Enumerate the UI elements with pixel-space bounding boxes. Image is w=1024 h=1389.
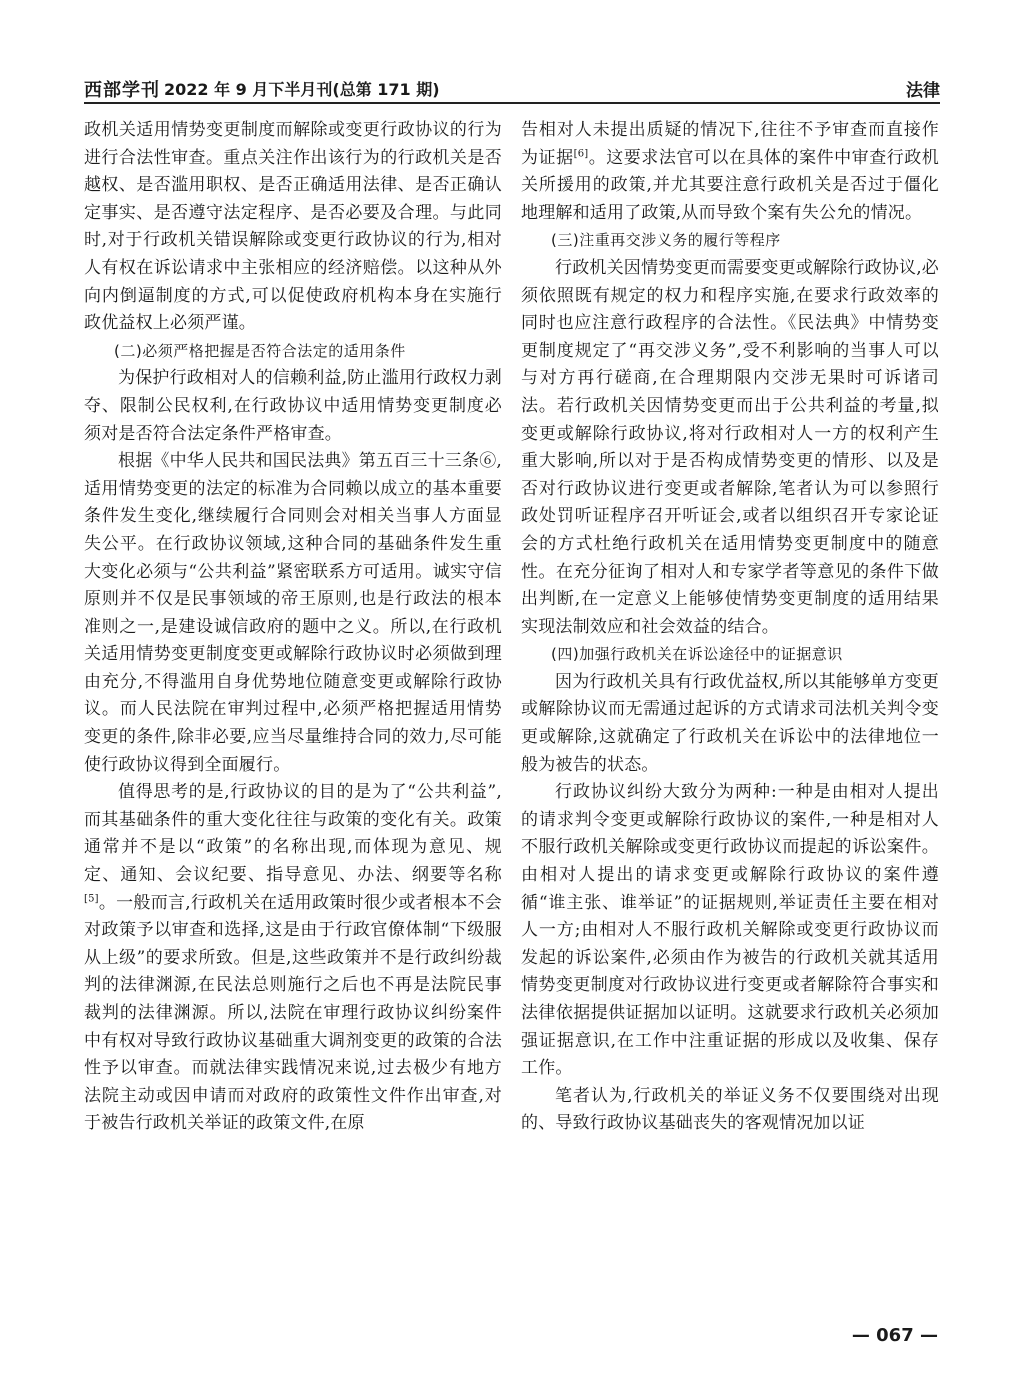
page-number: — 067 — [851,1325,938,1346]
paragraph: 政机关适用情势变更制度而解除或变更行政协议的行为进行合法性审查。重点关注作出该行为的行政机关是否越权、是否滥用职权、是否正确适用法律、是否正确认定事实、是否遵守法定程序、是否必要及合理。与此同时,对于行政机关错误解除或变更行政协议的行为,相对人有权在诉讼请求中主张相应的经济赔偿。以这种从外向内倒逼制度的方式,可以促使政府机构本身在实施行政优益权上必须严谨。 [84,120,502,334]
section-label: 法律 [906,81,940,101]
paragraph: 行政机关因情势变更而需要变更或解除行政协议,必须依照既有规定的权力和程序实施,在要求行政效率的同时也应注意行政程序的合法性。《民法典》中情势变更制度规定了“再交涉义务”,受不利影响的当事人可以与对方再行磋商,在合理期限内交涉无果时可诉诸司法。若行政机关因情势变更而出于公共利益的考量,拟变更或解除行政协议,将对行政相对人一方的权利产生重大影响,所以对于是否构成情势变更的情形、以及是否对行政协议进行变更或者解除,笔者认为可以参照行政处罚听证程序召开听证会,或者以组织召开专家论证会的方式杜绝行政机关在适用情势变更制度中的随意性。在充分征询了相对人和专家学者等意见的条件下做出判断,在一定意义上能够使情势变更制度的适用结果实现法制效应和社会效益的结合。 [521,257,940,637]
paragraph [84,779,502,1138]
citation-marker: [5] [84,892,99,904]
paragraph: 为保护行政相对人的信赖利益,防止滥用行政权力剥夺、限制公民权利,在行政协议中适用情势变更制度必须对是否符合法定条件严格审查。 [84,368,503,444]
right-column [521,117,939,1138]
paragraph-text: 告相对人未提出质疑的情况下,往往不予审查而直接作为证据 [521,120,939,168]
section-heading: (二)必须严格把握是否符合法定的适用条件 [114,341,406,360]
paragraph: 笔者认为,行政机关的举证义务不仅要围绕对出现的、导致行政协议基础丧失的客观情况加以证 [521,1085,939,1134]
journal-logo: 西部学刊 [84,80,160,101]
left-column [84,117,502,1138]
citation-marker: [6] [573,147,589,159]
paragraph: 行政协议纠纷大致分为两种:一种是由相对人提出的请求判令变更或解除行政协议的案件,一种是相对人不服行政机关解除或变更行政协议而提起的诉讼案件。由相对人提出的请求变更或解除行政协议的案件遵循“谁主张、谁举证”的证据规则,举证责任主要在相对人一方;由相对人不服行政机关解除或变更行政协议而发起的诉讼案件,必须由作为被告的行政机关就其适用情势变更制度对行政协议进行变更或者解除符合事实和法律依据提供证据加以证明。这就要求行政机关必须加强证据意识,在工作中注重证据的形成以及收集、保存工作。 [521,782,939,1079]
paragraph-text: 值得思考的是,行政协议的目的是为了“公共利益”,而其基础条件的重大变化往往与政策的变化有关。政策通常并不是以“政策”的名称出现,而体现为意见、规定、通知、会议纪要、指导意见、办法、纲要等名称 [84,782,502,886]
paragraph: 根据《中华人民共和国民法典》第五百三十三条⑥,适用情势变更的法定的标准为合同赖以成立的基本重要条件发生变化,继续履行合同则会对相关当事人方面显失公平。在行政协议领域,这种合同的基础条件发生重大变化必须与“公共利益”紧密联系方可适用。诚实守信原则并不仅是民事领域的帝王原则,也是行政法的根本准则之一,是建设诚信政府的题中之义。所以,在行政机关适用情势变更制度变更或解除行政协议时必须做到理由充分,不得滥用自身优势地位随意变更或解除行政协议。而人民法院在审判过程中,必须严格把握适用情势变更的条件,除非必要,应当尽量维持合同的效力,尽可能使行政协议得到全面履行。 [84,451,503,775]
paragraph-text: 。一般而言,行政机关在适用政策时很少或者根本不会对政策予以审查和选择,这是由于行政官僚体制“下级服从上级”的要求所致。但是,这些政策并不是行政纠纷裁判的法律渊源,在民法总则施行之后也不再是法院民事裁判的法律渊源。所以,法院在审理行政协议纠纷案件中有权对导致行政协议基础重大调剂变更的政策的合法性予以审查。而就法律实践情况来说,过去极少有地方法院主动或因申请而对政府的政策性文件作出审查,对于被告行政机关举证的政策文件,在原 [84,892,502,1134]
paragraph: 因为行政机关具有行政优益权,所以其能够单方变更或解除协议而无需通过起诉的方式请求司法机关判令变更或解除,这就确定了行政机关在诉讼中的法律地位一般为被告的状态。 [521,671,940,775]
section-heading: (四)加强行政机关在诉讼途径中的证据意识 [551,645,843,664]
paragraph-text: 。这要求法官可以在具体的案件中审查行政机关所援用的政策,并尤其要注意行政机关是否过于僵化地理解和适用了政策,从而导致个案有失公允的情况。 [521,147,940,223]
section-heading: (三)注重再交涉义务的履行等程序 [551,231,781,250]
issue-info: 2022 年 9 月下半月刊(总第 171 期) [164,80,440,99]
paragraph [521,117,939,227]
running-header [84,70,940,104]
